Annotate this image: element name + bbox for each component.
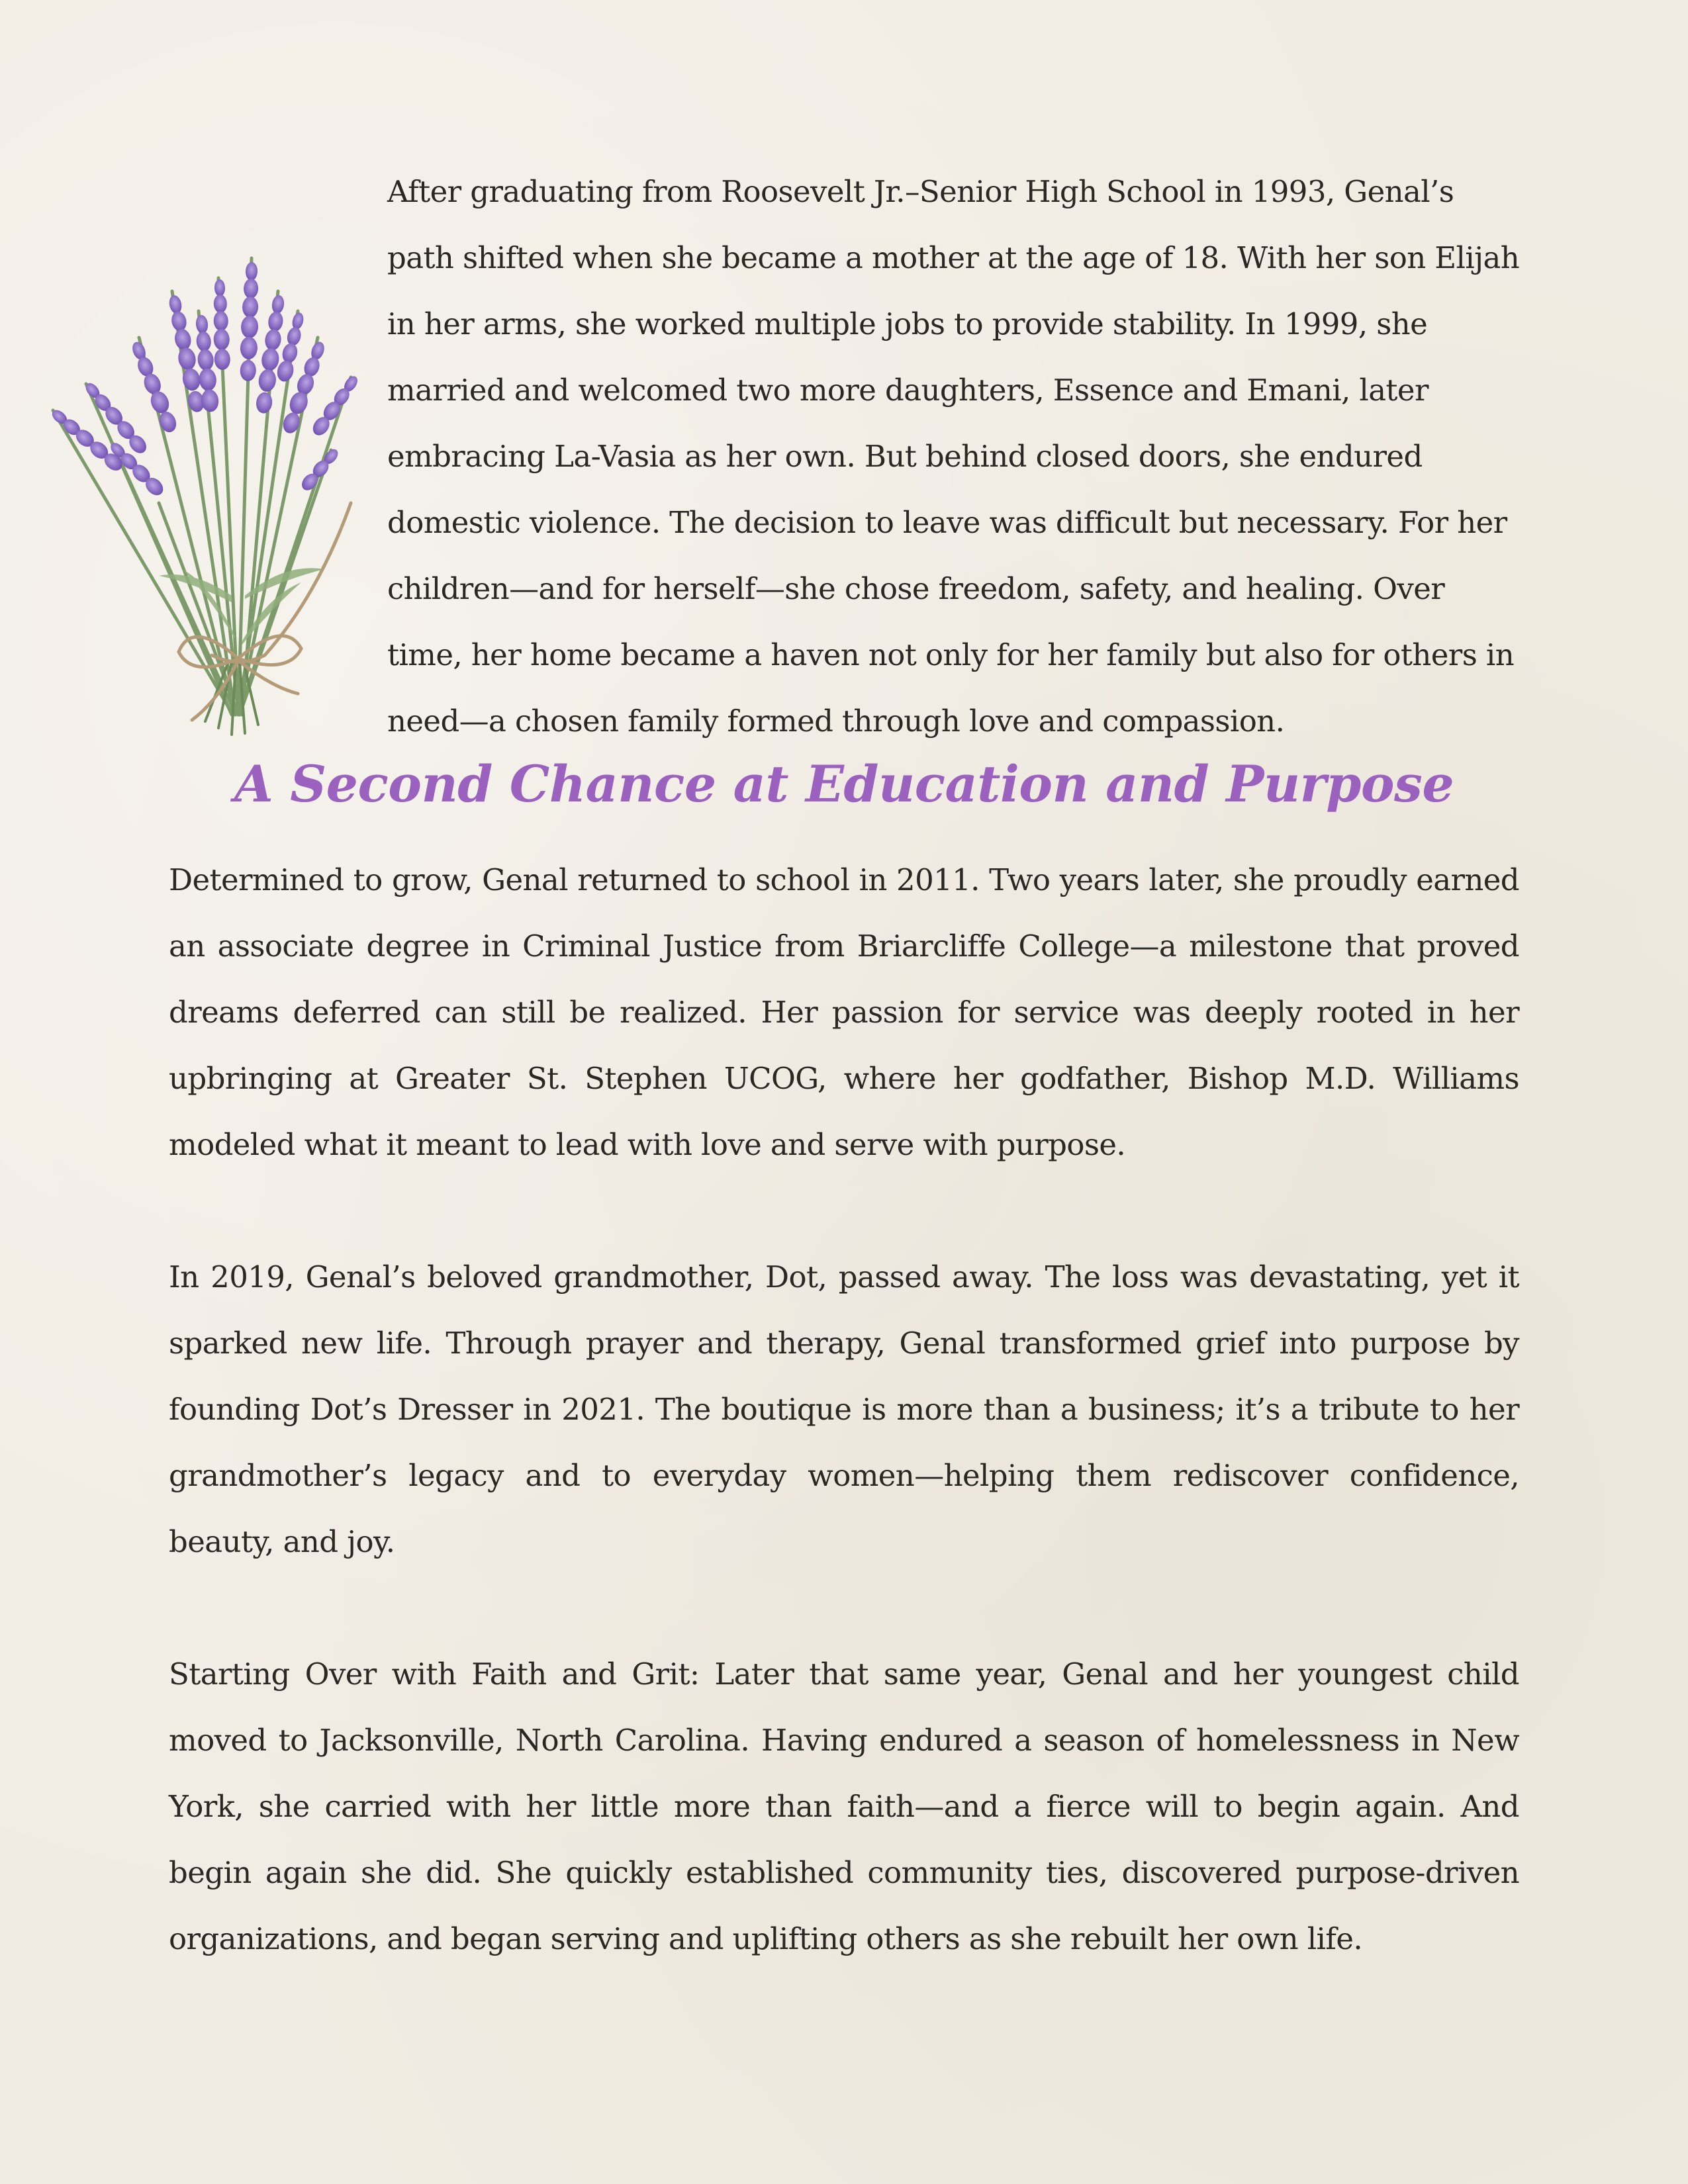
lavender-bouquet-icon	[40, 251, 384, 741]
paragraph-starting-over: Starting Over with Faith and Grit: Later that same year, Genal and her youngest child moved to Jacksonville, North Carolina. Having endured a season of homelessness in New York, she carried with her little more than faith—and a fierce will to begin again. And begin again she did. She quickly established community ties, discovered purpose-driven organizations, and began serving and uplifting others as she rebuilt her own life.	[169, 1657, 1519, 1956]
paragraph-dots-dresser: In 2019, Genal’s beloved grandmother, Dot, passed away. The loss was devastating, yet it sparked new life. Through prayer and therapy, Genal transformed grief into purpose by founding Dot’s Dresser in 2021. The boutique is more than a business; it’s a tribute to her grandmother’s legacy and to everyday women—helping them rediscover confidence, beauty, and joy.	[169, 1259, 1519, 1559]
section-heading: A Second Chance at Education and Purpose	[234, 754, 1454, 813]
paragraph-education: Determined to grow, Genal returned to school in 2011. Two years later, she proudly earned an associate degree in Criminal Justice from Briarcliffe College—a milestone that proved dreams deferred can still be realized. Her passion for service was deeply rooted in her upbringing at Greater St. Stephen UCOG, where her godfather, Bishop M.D. Williams modeled what it meant to lead with love and serve with purpose.	[169, 862, 1519, 1162]
intro-paragraph: After graduating from Roosevelt Jr.–Senior High School in 1993, Genal’s path shifted when she became a mother at the age of 18. With her son Elijah in her arms, she worked multiple jobs to provide stability. In 1999, she married and welcomed two more daughters, Essence and Emani, later embracing La-Vasia as her own. But behind closed doors, she endured domestic violence. The decision to leave was difficult but necessary. For her children—and for herself—she chose freedom, safety, and healing. Over time, her home became a haven not only for her family but also for others in need—a chosen family formed through love and compassion.	[387, 174, 1520, 739]
